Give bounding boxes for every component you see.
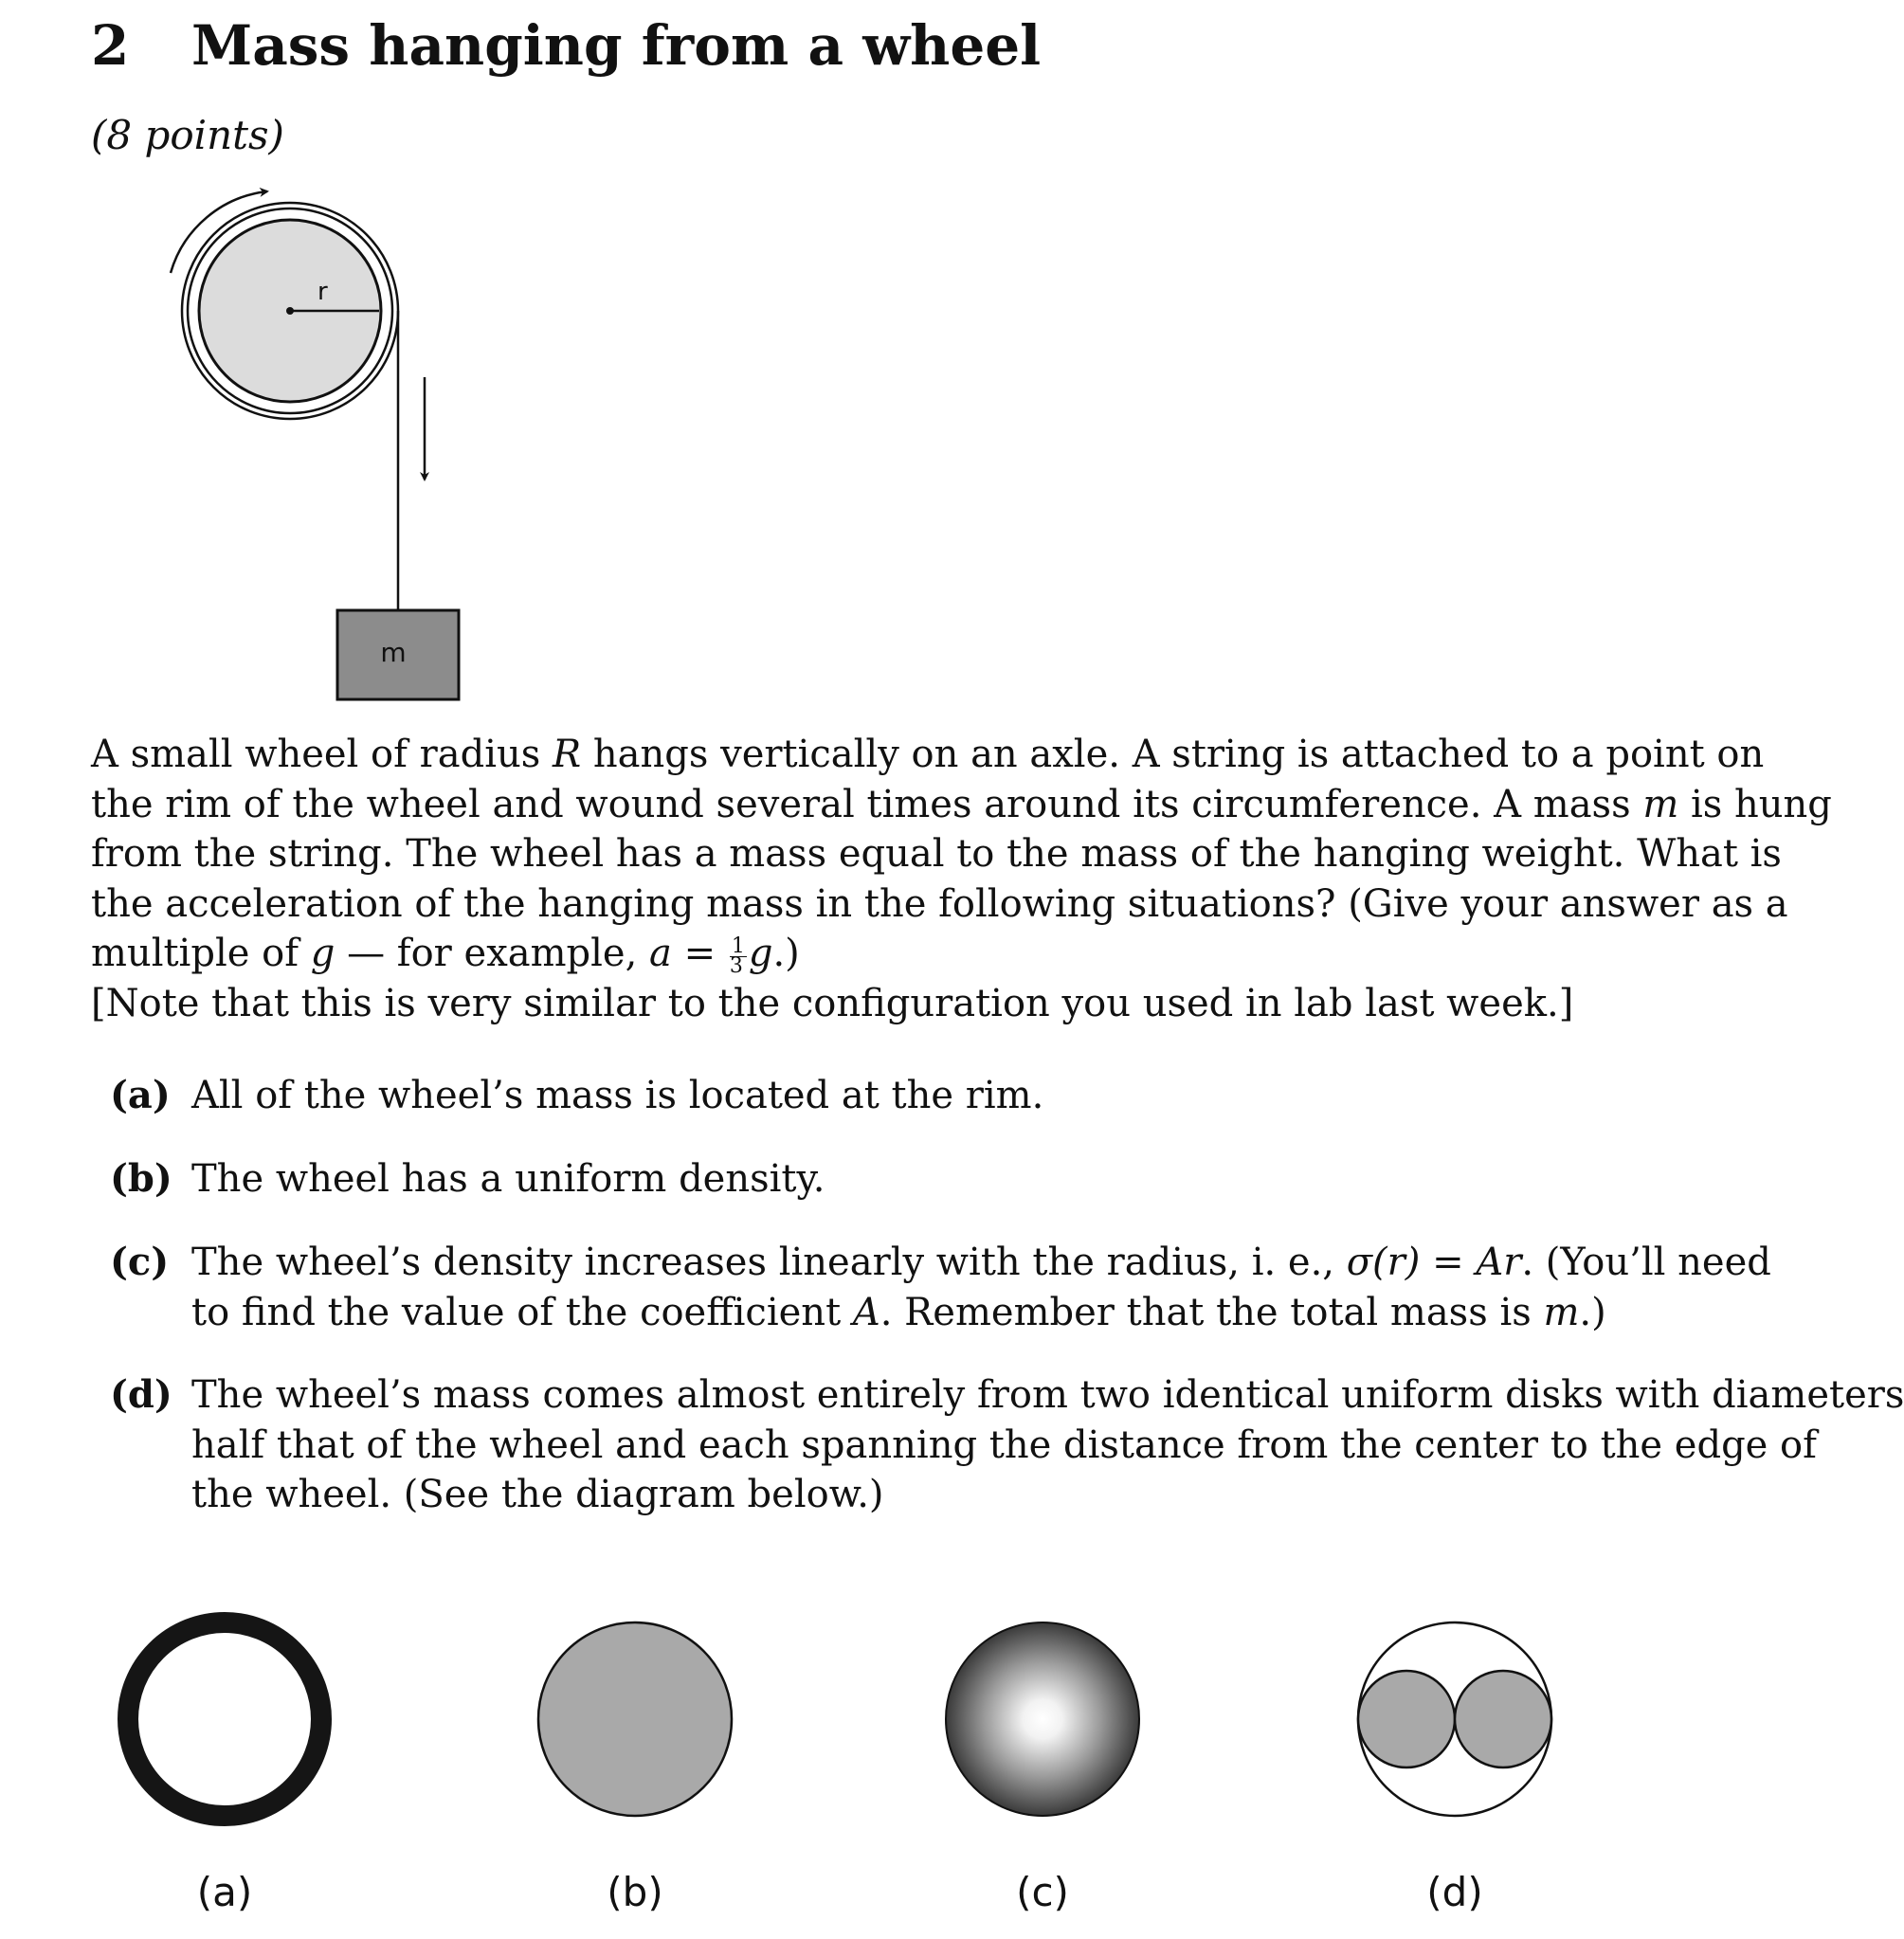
radius-label: r [317, 278, 328, 306]
section-number: 2 [91, 13, 130, 78]
caption-a: (a) [196, 1869, 253, 1915]
axle-dot [286, 307, 294, 315]
one-third-fraction: $\frac{1}{3}$ [729, 933, 745, 978]
points-label: (8 points) [91, 112, 284, 158]
diagram-c-gradient-disk [946, 1622, 1139, 1816]
diagram-a-ring [128, 1622, 321, 1816]
density-formula: σ(r) = Ar [1346, 1241, 1522, 1284]
caption-d: (d) [1426, 1869, 1483, 1915]
caption-b: (b) [607, 1869, 663, 1915]
caption-c: (c) [1016, 1869, 1069, 1915]
mass-label: m [380, 637, 407, 668]
wheel-figure [171, 191, 459, 699]
diagram-b-uniform-disk [538, 1622, 732, 1816]
diagram-d-two-disks [1358, 1622, 1551, 1816]
lab-note: [Note that this is very similar to the configuration you used in lab last week.] [91, 981, 1574, 1025]
section-title: Mass hanging from a wheel [191, 13, 1042, 78]
intro-paragraph: A small wheel of radius R hangs vertically on an axle. A string is attached to a point on the rim of the wheel and wound several times around its circumference. A mass m is hung from the string. The wheel has a mass equal to the mass of the hanging weight. What is the acceleration of the hanging mass in the following situations? (Give your answer as a multiple of g — for example, a = $\frac{1}{3}$ g.) [Note that this is very similar to the configuration you used in lab last week.] [91, 730, 1702, 1028]
